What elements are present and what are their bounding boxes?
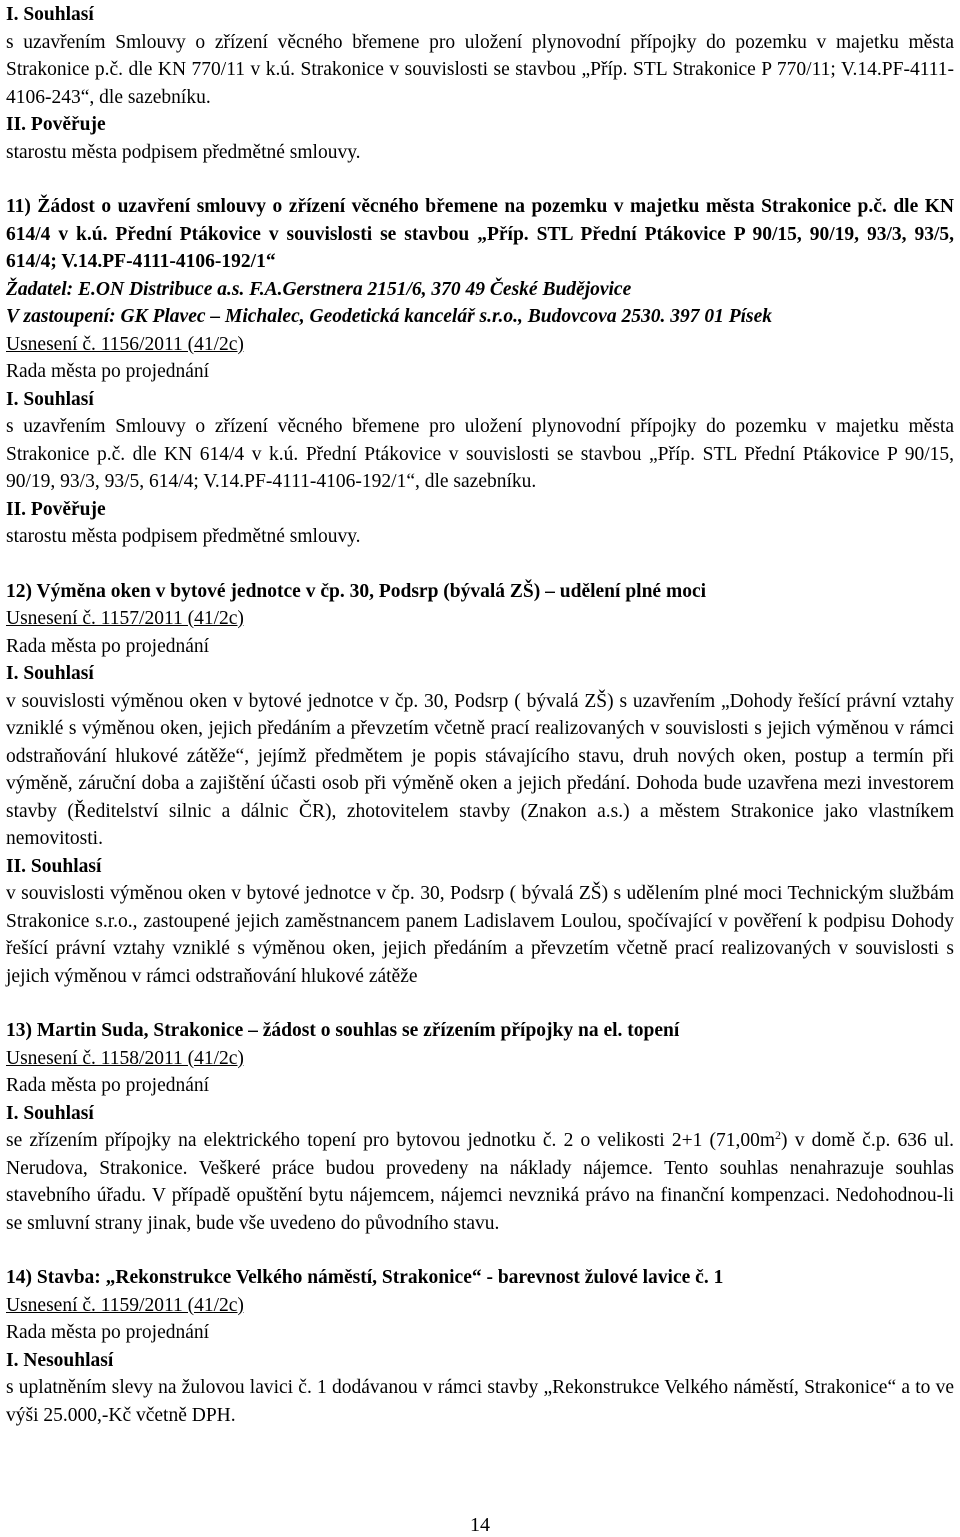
page-number: 14 [470,1514,490,1536]
item11-text-2: starostu města podpisem předmětné smlouvy. [6,526,361,547]
prev-heading: I. Souhlasí [6,4,94,25]
item12-heading-1: I. Souhlasí [6,663,94,684]
item11-title: 11) Žádost o uzavření smlouvy o zřízení věcného břemene na pozemku v majetku města Strakonice p.č. dle KN 614/4 v k.ú. Přední Ptákovice v souvislosti se stavbou „Příp. STL Přední Ptákovice P 90/15, 90/19, 93/3, 93/5, 614/4; V.14.PF-4111-4106-192/1“ [6,196,954,272]
item14-title: 14) Stavba: „Rekonstrukce Velkého náměstí, Strakonice“ - barevnost žulové lavice č. 1 [6,1267,724,1288]
item13-text-1-a: se zřízením přípojky na elektrického topení pro bytovou jednotku č. 2 o velikosti 2+1 (71,00m [6,1130,776,1151]
item14-text-1: s uplatněním slevy na žulovou lavici č. 1 dodávanou v rámci stavby „Rekonstrukce Velkého náměstí, Strakonice“ a to ve výši 25.000,-Kč včetně DPH. [6,1377,954,1426]
item14-council: Rada města po projednání [6,1322,210,1343]
prev-text-2: starostu města podpisem předmětné smlouvy. [6,141,361,163]
item13-title: 13) Martin Suda, Strakonice – žádost o souhlas se zřízením přípojky na el. topení [6,1020,680,1041]
item13-council: Rada města po projednání [6,1075,210,1096]
item12-resolution: Usnesení č. 1157/2011 (41/2c) [6,608,244,629]
document-page [6,1,954,1429]
item11-text-1: s uzavřením Smlouvy o zřízení věcného břemene pro uložení plynovodní přípojky do pozemku v majetku města Strakonice p.č. dle KN 614/4 v k.ú. Přední Ptákovice v souvislosti se stavbou „Příp. STL Přední Ptákovice P 90/15, 90/19, 93/3, 93/5, 614/4; V.14.PF-4111-4106-192/1“, dle sazebníku. [6,416,954,492]
item11-representative: V zastoupení: GK Plavec – Michalec, Geodetická kancelář s.r.o., Budovcova 2530. 397 01 Písek [6,306,773,327]
item12-text-1: v souvislosti výměnou oken v bytové jednotce v čp. 30, Podsrp ( bývalá ZŠ) s uzavřením „Dohody řešící právní vztahy vzniklé s výměnou oken, jejich předáním a převzetím včetně prací realizovaných v souvislosti s jejich výměnou v rámci odstraňování hlukové zátěže“, jejímž předmětem je popis stávajícího stavu, druh nových oken, postup a termín při výměně, záruční doba a zajištění účasti osob při výměně oken a jejich předání. Dohoda bude uzavřena mezi investorem stavby (Ředitelství silnic a dálnic ČR), zhotovitelem stavby (Znakon a.s.) a městem Strakonice jako vlastníkem nemovitosti. [6,690,954,849]
item12-title: 12) Výměna oken v bytové jednotce v čp. 30, Podsrp (bývalá ZŠ) – udělení plné moci [6,580,707,602]
item12-heading-2: II. Souhlasí [6,855,102,877]
prev-heading-2: II. Pověřuje [6,114,106,135]
item13-text-1-superscript: 2 [775,1128,782,1142]
item13-text-1-b: ) v domě č.p. 636 ul. Nerudova, Strakonice. Veškeré práce budou provedeny na náklady nájemce. Tento souhlas nenahrazuje souhlas stavebního úřadu. V případě opuštění bytu nájemcem, nájemci nevzniká právo na finanční kompenzaci. Nedohodnou-li se smluvní strany jinak, bude vše uvedeno do původního stavu. [6,1130,954,1234]
item11-heading-2: II. Pověřuje [6,498,106,520]
prev-text: s uzavřením Smlouvy o zřízení věcného břemene pro uložení plynovodní přípojky do pozemku v majetku města Strakonice p.č. dle KN 770/11 v k.ú. Strakonice v souvislosti se stavbou „Příp. STL Strakonice P 770/11; V.14.PF-4111-4106-243“, dle sazebníku. [6,31,954,108]
item13-text-1 [6,1127,954,1237]
item13-heading-1: I. Souhlasí [6,1102,94,1124]
item11-resolution: Usnesení č. 1156/2011 (41/2c) [6,333,244,355]
item12-text-2: v souvislosti výměnou oken v bytové jednotce v čp. 30, Podsrp ( bývalá ZŠ) s udělením plné moci Technickým službám Strakonice s.r.o., zastoupené jejich zaměstnancem panem Ladislavem Loulou, spočívající v pověření k podpisu Dohody řešící právní vztahy vzniklé s výměnou oken, jejich předáním a převzetím včetně prací realizovaných v souvislosti s jejich výměnou v rámci odstraňování hlukové zátěže [6,883,954,987]
item14-resolution: Usnesení č. 1159/2011 (41/2c) [6,1294,244,1316]
item14-heading-1: I. Nesouhlasí [6,1349,114,1371]
item11-applicant: Žadatel: E.ON Distribuce a.s. F.A.Gerstnera 2151/6, 370 49 České Budějovice [6,278,632,300]
item11-council: Rada města po projednání [6,361,210,382]
item13-resolution: Usnesení č. 1158/2011 (41/2c) [6,1047,244,1069]
item12-council: Rada města po projednání [6,635,210,657]
item11-heading-1: I. Souhlasí [6,388,94,410]
